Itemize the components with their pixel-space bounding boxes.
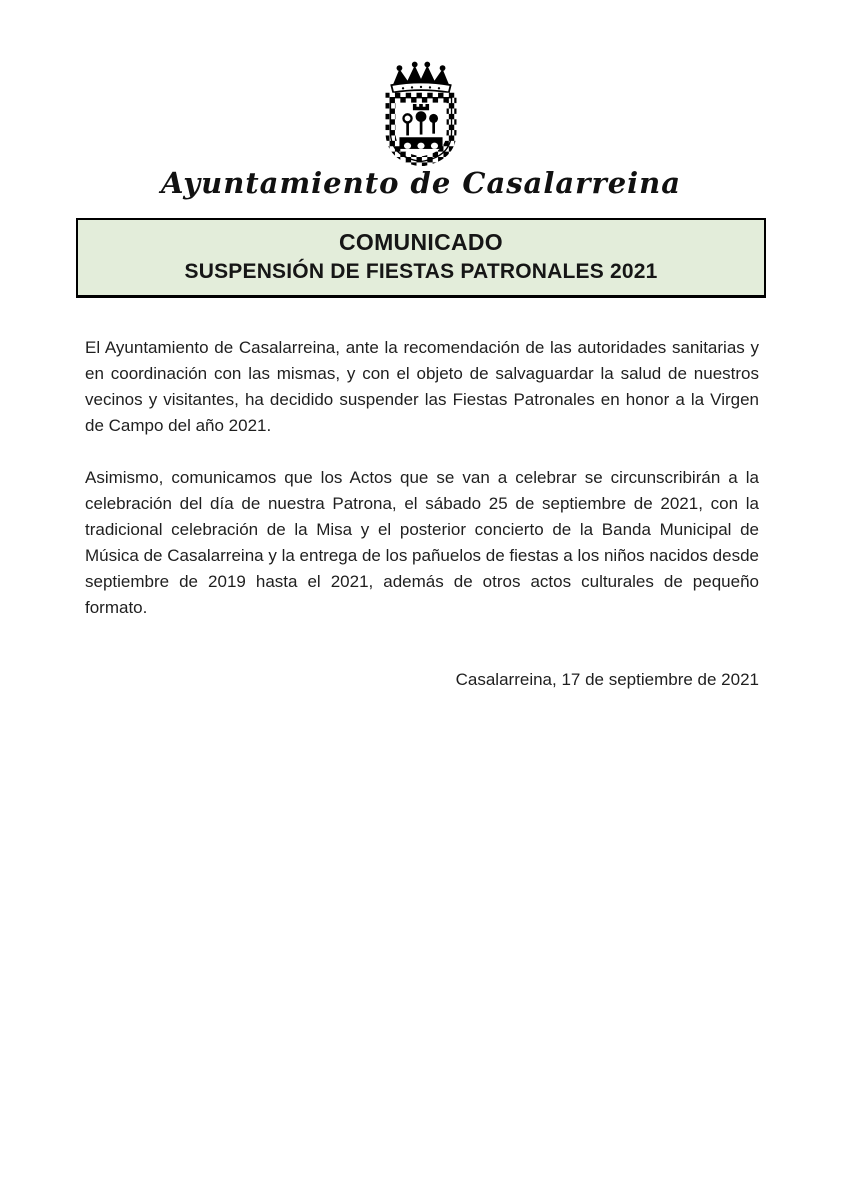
org-name: Ayuntamiento de Casalarreina: [160, 166, 682, 200]
notice-subtitle: SUSPENSIÓN DE FIESTAS PATRONALES 2021: [184, 259, 658, 283]
crown-icon: [391, 62, 450, 93]
body-paragraph: Asimismo, comunicamos que los Actos que se van a celebrar se circunscribirán a la celebración del día de nuestra Patrona, el sábado 25 de septiembre de 2021, con la tradicional celebración de la Misa y el posterior concierto de la Banda Municipal de Música de Casalarreina y la entrega de los pañuelos de fiestas a los niños nacidos desde septiembre de 2019 hasta el 2021, además de otros actos culturales de pequeño formato.: [85, 467, 759, 617]
notice-title: COMUNICADO: [339, 228, 503, 255]
shield-icon: [390, 98, 451, 162]
body-paragraph: El Ayuntamiento de Casalarreina, ante la recomendación de las autoridades sanitarias y en coordinación con las mismas, y con el objeto de salvaguardar la salud de nuestros vecinos y visitantes, ha decidido suspender las Fiestas Patronales en honor a la Virgen de Campo del año 2021.: [85, 337, 759, 435]
casalarreina-coat-of-arms-icon: [362, 60, 480, 166]
notice-banner: [76, 218, 766, 298]
dateline: Casalarreina, 17 de septiembre de 2021: [455, 669, 759, 689]
document-body: [85, 335, 759, 621]
